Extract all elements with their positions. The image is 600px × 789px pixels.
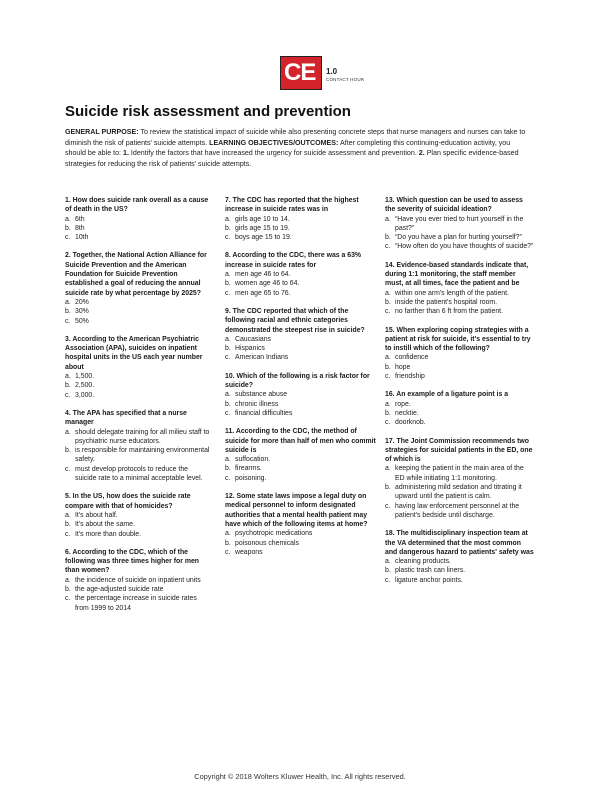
- question-text: 10. Which of the following is a risk factor for suicide?: [225, 372, 370, 390]
- general-purpose-text: To review the statistical impact of suicide while also presenting concrete steps that nurse managers and nurses can take to diminish the risk of patients' suicide attempts.: [65, 128, 526, 147]
- answer-option-letter: a.: [385, 400, 391, 408]
- answer-option-text: ligature anchor points.: [395, 576, 463, 584]
- answer-option-letter: a.: [385, 354, 391, 362]
- answer-option-text: It's about the same.: [75, 521, 135, 529]
- question-text: 14. Evidence-based standards indicate that, during 1:1 monitoring, the staff member must, at all times, face the patient and be: [385, 261, 529, 288]
- answer-option-text: psychotropic medications: [235, 530, 313, 538]
- answer-option-letter: b.: [225, 224, 231, 232]
- question-text: 18. The multidisciplinary inspection team at the VA determined that the most common and dangerous hazard to patients' safety was: [385, 530, 534, 556]
- answer-option-letter: c.: [225, 234, 231, 242]
- answer-option: [65, 465, 210, 484]
- answer-option-letter: b.: [385, 409, 391, 417]
- answer-option: [65, 372, 210, 381]
- answer-option-letter: c.: [225, 354, 231, 362]
- answer-option-letter: a.: [385, 289, 391, 297]
- question-block: [65, 548, 210, 613]
- objective-1-text: Identify the factors that have increased the urgency for suicide assessment and prevention.: [130, 149, 417, 158]
- answer-option-letter: c.: [385, 243, 391, 251]
- answer-option: [385, 298, 535, 307]
- answer-option-text: It's about half.: [75, 511, 118, 519]
- answer-option-letter: b.: [385, 567, 391, 575]
- question-column-2: [225, 196, 377, 566]
- answer-option-letter: b.: [65, 308, 71, 316]
- answer-option-letter: b.: [225, 400, 231, 408]
- answer-option: [225, 455, 377, 464]
- answer-option-letter: a.: [65, 428, 71, 436]
- answer-option-letter: a.: [65, 215, 71, 223]
- answer-option-text: having law enforcement personnel at the patient's bedside until discharge.: [395, 502, 520, 519]
- answer-option-text: the incidence of suicide on inpatient units: [75, 576, 201, 584]
- answer-option: [385, 576, 535, 585]
- question-block: [225, 251, 377, 297]
- objective-2-text: Plan specific evidence-based strategies for reducing the risk of patients' suicide attempts.: [65, 149, 519, 169]
- answer-option-text: suffocation.: [235, 456, 271, 464]
- answer-option-text: poisonous chemicals: [235, 539, 299, 547]
- question-text: 11. According to the CDC, the method of suicide for more than half of men who commit suicide is: [225, 428, 376, 454]
- question-block: [225, 307, 377, 363]
- question-text: 1. How does suicide rank overall as a cause of death in the US?: [65, 197, 209, 214]
- question-text: 7. The CDC has reported that the highest increase in suicide rates was in: [225, 197, 359, 214]
- question-column-1: [65, 196, 210, 622]
- answer-option: [65, 594, 210, 613]
- answer-option-letter: c.: [385, 419, 391, 427]
- answer-option: [65, 511, 210, 520]
- ce-logo-mark: CE: [284, 59, 316, 86]
- answer-option-letter: c.: [65, 595, 71, 603]
- question-text: 2. Together, the National Action Alliance for Suicide Prevention and the American Foundation for Suicide Prevention established a goal of reducing the annual suicide rate by what percentage by 2025?: [65, 252, 207, 297]
- answer-option: [65, 585, 210, 594]
- answer-option-text: “Do you have a plan for hurting yourself?”: [395, 234, 522, 242]
- objective-2-number: 2.: [418, 149, 425, 158]
- answer-option: [65, 391, 210, 400]
- answer-option-text: 2,500.: [75, 382, 95, 390]
- answer-option-letter: a.: [225, 530, 231, 538]
- answer-option-letter: c.: [385, 308, 391, 316]
- answer-option-letter: c.: [225, 409, 231, 417]
- answer-option-letter: b.: [65, 447, 71, 455]
- answer-option: [65, 215, 210, 224]
- answer-option-text: girls age 10 to 14.: [235, 215, 290, 223]
- answer-option: [225, 224, 377, 233]
- answer-option-text: friendship: [395, 373, 425, 381]
- answer-option-letter: b.: [385, 298, 391, 306]
- answer-option-letter: c.: [65, 530, 71, 538]
- question-block: [225, 492, 377, 557]
- answer-option: [385, 363, 535, 372]
- contact-hours-value: 1.0: [326, 67, 338, 76]
- answer-option-text: plastic trash can liners.: [395, 567, 466, 575]
- answer-option: [385, 464, 535, 483]
- contact-hour-label: CONTACT HOUR: [326, 77, 365, 82]
- answer-option-text: chronic illness: [235, 400, 279, 408]
- answer-option: [385, 242, 535, 251]
- question-text: 8. According to the CDC, there was a 63% increase in suicide rates for: [225, 252, 362, 269]
- ce-logo: [280, 56, 400, 90]
- answer-option-text: 3,000.: [75, 391, 95, 399]
- answer-option: [225, 464, 377, 473]
- answer-option: [65, 428, 210, 447]
- answer-option-text: financial difficulties: [235, 409, 293, 417]
- answer-option-letter: a.: [225, 215, 231, 223]
- answer-option: [385, 289, 535, 298]
- answer-option-text: Caucasians: [235, 335, 272, 343]
- answer-option-text: 10th: [75, 234, 89, 242]
- answer-option-letter: b.: [385, 234, 391, 242]
- answer-option: [385, 483, 535, 502]
- question-block: [385, 529, 535, 585]
- answer-option: [65, 298, 210, 307]
- learning-objectives-label: LEARNING OBJECTIVES/OUTCOMES:: [209, 138, 339, 147]
- answer-option-text: rope.: [395, 400, 411, 408]
- answer-option-letter: c.: [385, 502, 391, 510]
- question-block: [65, 335, 210, 400]
- answer-option-text: 50%: [75, 317, 89, 325]
- answer-option-text: men age 65 to 76.: [235, 289, 291, 297]
- answer-option-letter: a.: [65, 511, 71, 519]
- answer-option: [65, 576, 210, 585]
- question-text: 13. Which question can be used to assess the severity of suicidal ideation?: [385, 197, 523, 214]
- answer-option: [225, 335, 377, 344]
- answer-option-text: should delegate training for all milieu staff to psychiatric nurse educators.: [75, 428, 210, 445]
- answer-option-text: 6th: [75, 215, 85, 223]
- answer-option-letter: c.: [225, 289, 231, 297]
- answer-option-text: poisoning.: [235, 474, 267, 482]
- question-text: 6. According to the CDC, which of the following was three times higher for men than women?: [65, 548, 200, 575]
- copyright-footer: Copyright © 2018 Wolters Kluwer Health, Inc. All rights reserved.: [194, 772, 406, 781]
- answer-option: [225, 270, 377, 279]
- answer-option-text: girls age 15 to 19.: [235, 224, 290, 232]
- answer-option-letter: b.: [65, 521, 71, 529]
- answer-option: [385, 502, 535, 521]
- answer-option: [225, 279, 377, 288]
- answer-option-letter: b.: [385, 363, 391, 371]
- answer-option: [65, 307, 210, 316]
- answer-option: [65, 224, 210, 233]
- purpose-paragraph: [65, 127, 527, 170]
- answer-option-text: “Have you ever tried to hurt yourself in the past?”: [395, 215, 524, 232]
- answer-option: [225, 215, 377, 224]
- answer-option-letter: b.: [225, 345, 231, 353]
- answer-option-text: Hispanics: [235, 345, 265, 353]
- answer-option: [385, 372, 535, 381]
- answer-option: [225, 474, 377, 483]
- answer-option-text: doorknob.: [395, 419, 426, 427]
- question-text: 17. The Joint Commission recommends two strategies for suicidal patients in the ED, one of which is: [385, 437, 533, 464]
- answer-option-letter: b.: [225, 539, 231, 547]
- answer-option-letter: b.: [385, 484, 391, 492]
- answer-option-letter: a.: [225, 335, 231, 343]
- question-block: [385, 326, 535, 382]
- answer-option-text: is responsible for maintaining environmental safety.: [75, 447, 210, 464]
- question-text: 4. The APA has specified that a nurse manager: [65, 409, 187, 427]
- answer-option: [225, 548, 377, 557]
- answer-option-text: It's more than double.: [75, 530, 142, 538]
- ce-logo-box: [280, 56, 322, 90]
- question-block: [225, 427, 377, 483]
- question-block: [385, 390, 535, 427]
- answer-option: [225, 529, 377, 538]
- answer-option-text: 1,500.: [75, 373, 95, 381]
- answer-option: [225, 344, 377, 353]
- answer-option: [385, 400, 535, 409]
- answer-option-text: within one arm's length of the patient.: [395, 289, 509, 297]
- answer-option-letter: a.: [385, 215, 391, 223]
- answer-option: [385, 557, 535, 566]
- answer-option-letter: c.: [225, 548, 231, 556]
- answer-option-text: 20%: [75, 298, 89, 306]
- question-block: [65, 492, 210, 538]
- answer-option-letter: c.: [385, 576, 391, 584]
- answer-option-text: substance abuse: [235, 391, 288, 399]
- question-block: [385, 196, 535, 252]
- question-text: 5. In the US, how does the suicide rate compare with that of homicides?: [65, 493, 191, 510]
- objective-1-number: 1.: [123, 149, 129, 158]
- answer-option-text: American Indians: [235, 354, 289, 362]
- answer-option: [65, 317, 210, 326]
- answer-option-text: firearms.: [235, 465, 262, 473]
- learning-objectives-text: After completing this continuing-education activity, you should be able to:: [65, 138, 511, 158]
- answer-option-letter: a.: [385, 558, 391, 566]
- answer-option-letter: a.: [65, 576, 71, 584]
- answer-option-text: boys age 15 to 19.: [235, 234, 292, 242]
- answer-option-text: no farther than 6 ft from the patient.: [395, 308, 504, 316]
- answer-option: [385, 418, 535, 427]
- question-block: [385, 437, 535, 521]
- answer-option-letter: c.: [65, 234, 71, 242]
- answer-option: [65, 233, 210, 242]
- answer-option-letter: a.: [225, 391, 231, 399]
- question-block: [65, 251, 210, 325]
- answer-option-text: 8th: [75, 224, 85, 232]
- answer-option-letter: b.: [225, 280, 231, 288]
- answer-option-text: men age 46 to 64.: [235, 271, 291, 279]
- answer-option: [65, 530, 210, 539]
- question-block: [65, 196, 210, 242]
- question-text: 16. An example of a ligature point is a: [385, 391, 509, 399]
- answer-option-letter: b.: [65, 224, 71, 232]
- answer-option-text: women age 46 to 64.: [235, 280, 300, 288]
- answer-option-letter: c.: [225, 474, 231, 482]
- question-block: [225, 196, 377, 242]
- answer-option: [225, 233, 377, 242]
- answer-option-text: cleaning products.: [395, 558, 451, 566]
- question-text: 15. When exploring coping strategies with a patient at risk for suicide, it's essential to try to instill which of the following?: [385, 326, 531, 353]
- answer-option-text: necktie.: [395, 409, 419, 417]
- answer-option-text: the percentage increase in suicide rates from 1999 to 2014: [75, 595, 197, 612]
- answer-option: [385, 409, 535, 418]
- answer-option-letter: b.: [65, 585, 71, 593]
- answer-option-text: administering mild sedation and titrating it upward until the patient is calm.: [395, 484, 522, 501]
- answer-option: [385, 215, 535, 234]
- answer-option: [385, 353, 535, 362]
- answer-option-text: hope: [395, 363, 411, 371]
- answer-option: [225, 289, 377, 298]
- answer-option-letter: a.: [225, 456, 231, 464]
- answer-option: [225, 400, 377, 409]
- general-purpose-label: GENERAL PURPOSE:: [65, 128, 139, 136]
- answer-option-letter: a.: [385, 465, 391, 473]
- question-block: [385, 261, 535, 317]
- answer-option-letter: c.: [385, 373, 391, 381]
- question-text: 12. Some state laws impose a legal duty on medical personnel to inform designated authorities that a mental health patient may have which of the following items at home?: [225, 493, 368, 528]
- answer-option: [225, 539, 377, 548]
- answer-option-letter: a.: [225, 271, 231, 279]
- question-text: 3. According to the American Psychiatric Association (APA), suicides on inpatient hospital units in the US each year number about: [65, 335, 203, 371]
- page-title: Suicide risk assessment and prevention: [65, 103, 351, 120]
- answer-option: [385, 566, 535, 575]
- answer-option-text: “How often do you have thoughts of suicide?”: [395, 243, 534, 251]
- answer-option: [225, 409, 377, 418]
- answer-option-letter: a.: [65, 298, 71, 306]
- answer-option-text: 30%: [75, 308, 89, 316]
- answer-option-letter: c.: [65, 465, 71, 473]
- answer-option: [385, 307, 535, 316]
- answer-option: [385, 233, 535, 242]
- question-text: 9. The CDC reported that which of the following racial and ethnic categories demonstrated the steepest rise in suicide?: [225, 307, 365, 334]
- answer-option-text: keeping the patient in the main area of the ED while initiating 1:1 monitoring.: [395, 465, 524, 482]
- question-block: [65, 409, 210, 483]
- question-block: [225, 372, 377, 418]
- answer-option-letter: c.: [65, 317, 71, 325]
- answer-option: [65, 520, 210, 529]
- answer-option-text: weapons: [235, 548, 263, 556]
- answer-option-letter: c.: [65, 391, 71, 399]
- answer-option-text: confidence: [395, 354, 429, 362]
- answer-option-text: inside the patient's hospital room.: [395, 298, 498, 306]
- answer-option: [225, 353, 377, 362]
- answer-option-text: must develop protocols to reduce the suicide rate to a minimal acceptable level.: [75, 465, 203, 483]
- answer-option-letter: b.: [65, 382, 71, 390]
- answer-option-letter: a.: [65, 373, 71, 381]
- question-column-3: [385, 196, 535, 594]
- answer-option: [65, 381, 210, 390]
- answer-option-text: the age-adjusted suicide rate: [75, 585, 164, 593]
- answer-option: [65, 446, 210, 465]
- answer-option: [225, 390, 377, 399]
- answer-option-letter: b.: [225, 465, 231, 473]
